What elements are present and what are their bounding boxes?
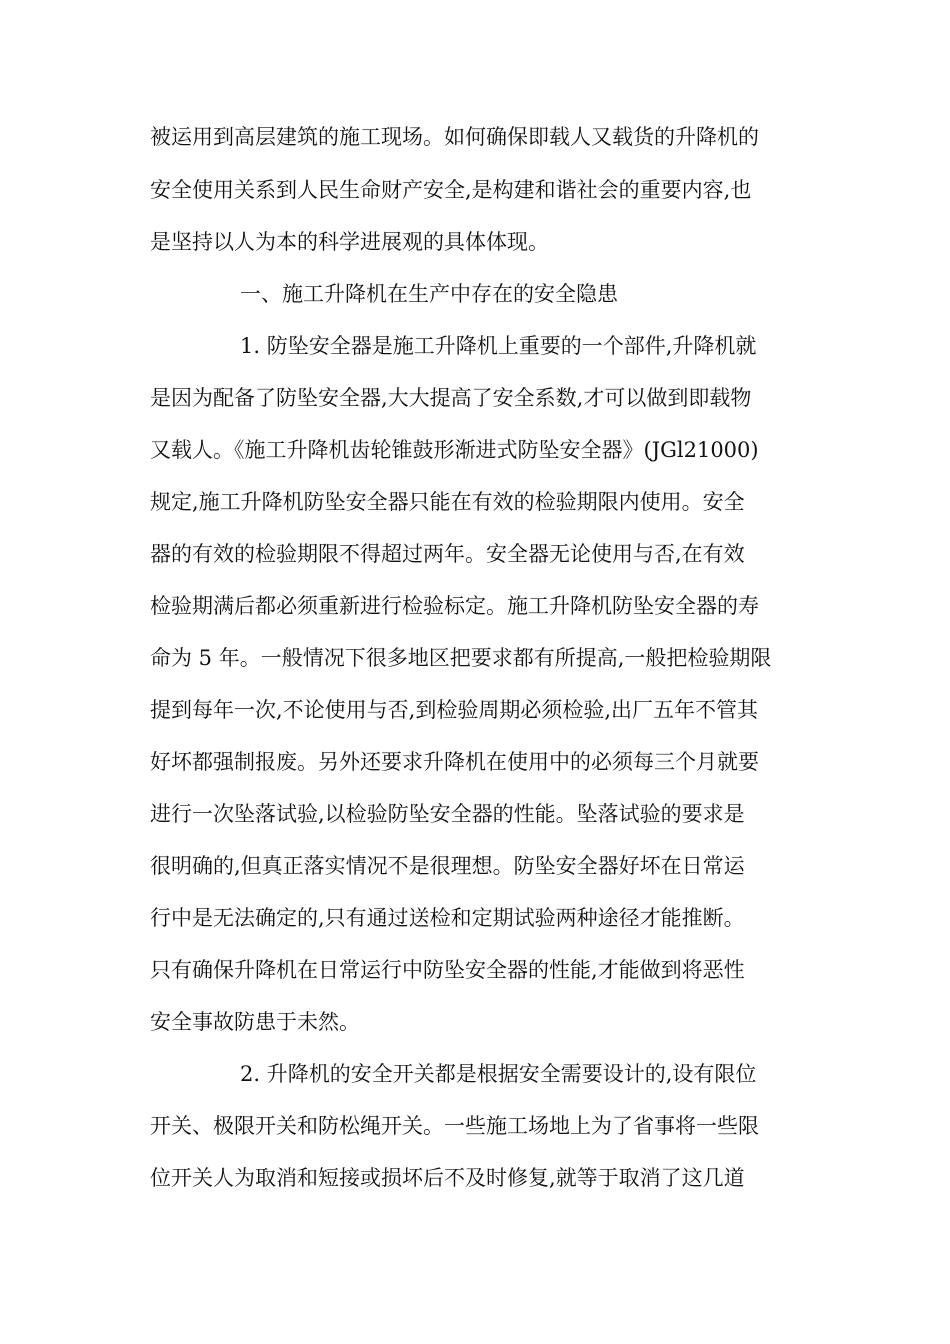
text-line: 很明确的,但真正落实情况不是很理想。防坠安全器好坏在日常运 xyxy=(150,854,745,878)
text-line: 规定,施工升降机防坠安全器只能在有效的检验期限内使用。安全 xyxy=(150,490,745,514)
text-line: 进行一次坠落试验,以检验防坠安全器的性能。坠落试验的要求是 xyxy=(150,802,745,826)
text-line: 2. 升降机的安全开关都是根据安全需要设计的,设有限位 xyxy=(240,1062,757,1086)
text-line: 1. 防坠安全器是施工升降机上重要的一个部件,升降机就 xyxy=(240,334,757,358)
text-line: 只有确保升降机在日常运行中防坠安全器的性能,才能做到将恶性 xyxy=(150,958,745,982)
text-line: 好坏都强制报废。另外还要求升降机在使用中的必须每三个月就要 xyxy=(150,750,759,774)
text-line: 安全使用关系到人民生命财产安全,是构建和谐社会的重要内容,也 xyxy=(150,178,752,202)
section-heading: 一、施工升降机在生产中存在的安全隐患 xyxy=(240,282,618,306)
text-line: 开关、极限开关和防松绳开关。一些施工场地上为了省事将一些限 xyxy=(150,1114,759,1138)
text-line: 提到每年一次,不论使用与否,到检验周期必须检验,出厂五年不管其 xyxy=(150,698,759,722)
text-line: 命为 5 年。一般情况下很多地区把要求都有所提高,一般把检验期限 xyxy=(150,646,772,670)
text-line: 位开关人为取消和短接或损坏后不及时修复,就等于取消了这几道 xyxy=(150,1166,745,1190)
text-line: 检验期满后都必须重新进行检验标定。施工升降机防坠安全器的寿 xyxy=(150,594,759,618)
text-line: 是因为配备了防坠安全器,大大提高了安全系数,才可以做到即载物 xyxy=(150,386,752,410)
text-line: 被运用到高层建筑的施工现场。如何确保即载人又载货的升降机的 xyxy=(150,125,759,149)
text-line: 安全事故防患于未然。 xyxy=(150,1010,360,1034)
text-line: 又载人。《施工升降机齿轮锥鼓形渐进式防坠安全器》(JGl21000) xyxy=(150,438,759,462)
text-line: 行中是无法确定的,只有通过送检和定期试验两种途径才能推断。 xyxy=(150,906,745,930)
text-line: 器的有效的检验期限不得超过两年。安全器无论使用与否,在有效 xyxy=(150,542,745,566)
text-line: 是坚持以人为本的科学进展观的具体体现。 xyxy=(150,230,549,254)
